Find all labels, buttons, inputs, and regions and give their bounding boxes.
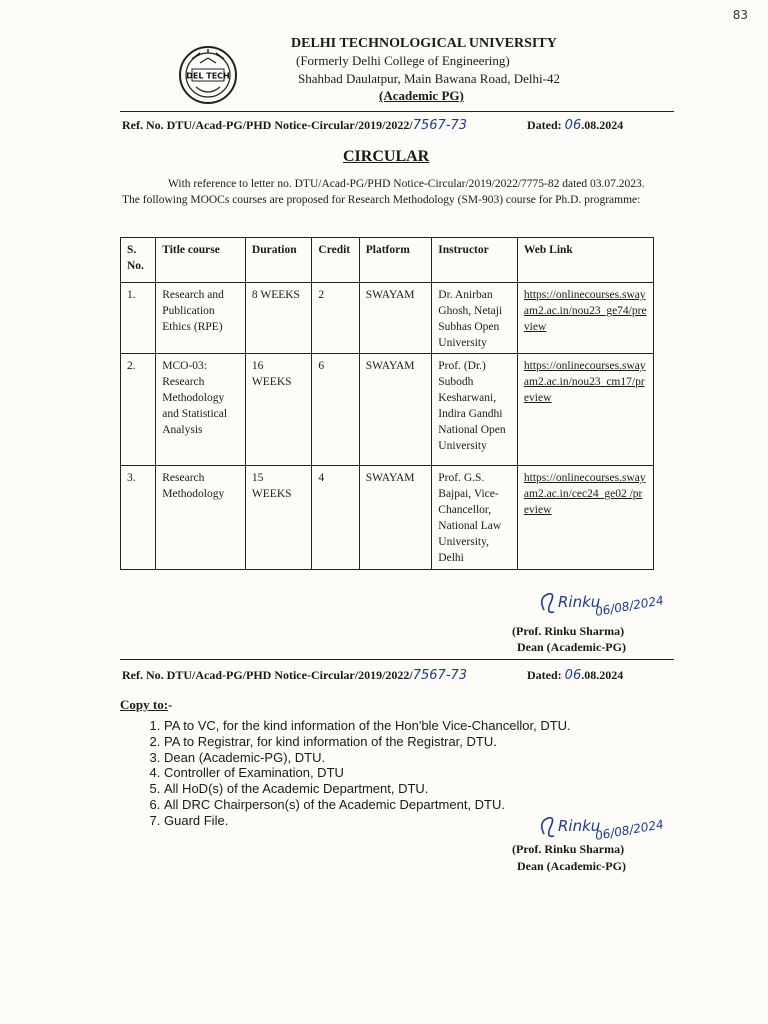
university-logo <box>178 45 238 105</box>
col-header-credit: Credit <box>312 238 359 283</box>
address: Shahbad Daulatpur, Main Bawana Road, Delhi-42 <box>298 71 560 86</box>
handwritten-signature-icon <box>536 804 686 846</box>
course-link[interactable]: https://onlinecourses.swayam2.ac.in/nou23_cm17/preview <box>523 360 646 404</box>
cell-web-link <box>517 283 653 354</box>
ref-number-handwritten: 7567-73 <box>412 118 468 133</box>
cell-sno: 3. <box>121 466 156 570</box>
letterhead <box>280 36 680 104</box>
copy-to-label: Copy to:- <box>120 697 173 712</box>
cell-instructor: Prof. (Dr.) Subodh Kesharwani, Indira Gandhi National Open University <box>432 354 518 466</box>
dated-label: Dated: <box>527 668 562 682</box>
cell-title: MCO-03: Research Methodology and Statistical Analysis <box>156 354 246 466</box>
logo-text: DEL TECH <box>186 71 230 81</box>
table-row <box>121 354 654 466</box>
col-header-instructor: Instructor <box>432 238 518 283</box>
course-link[interactable]: https://onlinecourses.swayam2.ac.in/nou23_ge74/preview <box>523 289 647 333</box>
table-row <box>121 283 654 354</box>
former-name: (Formerly Delhi College of Engineering) <box>296 53 510 68</box>
list-item: 7. Guard File. <box>164 813 684 829</box>
cell-sno: 1. <box>121 283 156 354</box>
cell-web-link <box>517 354 653 466</box>
dated-handwritten: 06 <box>564 118 582 133</box>
cell-credit: 4 <box>312 466 359 570</box>
list-item: 6. All DRC Chairperson(s) of the Academic Department, DTU. <box>164 797 684 813</box>
list-item: 5. All HoD(s) of the Academic Department, DTU. <box>164 781 684 797</box>
col-header-platform: Platform <box>359 238 432 283</box>
list-item: 2. PA to Registrar, for kind information of the Registrar, DTU. <box>164 734 684 750</box>
cell-title: Research and Publication Ethics (RPE) <box>156 283 246 354</box>
cell-duration: 8 WEEKS <box>245 283 311 354</box>
course-link[interactable]: https://onlinecourses.swayam2.ac.in/cec24_ge02 /preview <box>523 472 646 516</box>
col-header-sno: S. No. <box>121 238 156 283</box>
cell-instructor: Dr. Anirban Ghosh, Netaji Subhas Open University <box>432 283 518 354</box>
svg-text:06/08/2024: 06/08/2024 <box>594 817 665 843</box>
signatory-name: (Prof. Rinku Sharma) <box>512 624 625 638</box>
cell-web-link <box>517 466 653 570</box>
intro-paragraph: With reference to letter no. DTU/Acad-PG/PHD Notice-Circular/2019/2022/7775-82 dated 03.07.2023. The following MOOCs courses are proposed for Research Methodology (SM-903) course for Ph.D. programme: <box>122 178 645 206</box>
reference-line <box>122 668 672 683</box>
cell-duration: 16 WEEKS <box>245 354 311 466</box>
signatory-designation: Dean (Academic-PG) <box>517 859 626 873</box>
signature-2 <box>536 804 686 846</box>
signatory-name: (Prof. Rinku Sharma) <box>512 842 625 856</box>
cell-sno: 2. <box>121 354 156 466</box>
circular-title: CIRCULAR <box>343 148 430 165</box>
ref-number-prefix: Ref. No. DTU/Acad-PG/PHD Notice-Circular/2019/2022/ <box>122 668 413 682</box>
col-header-web-link: Web Link <box>517 238 653 283</box>
dated-suffix: .08.2024 <box>581 668 624 682</box>
col-header-duration: Duration <box>245 238 311 283</box>
signature-1 <box>536 580 686 622</box>
ref-number-prefix: Ref. No. DTU/Acad-PG/PHD Notice-Circular/2019/2022/ <box>122 118 413 132</box>
reference-line <box>122 118 672 133</box>
dated-label: Dated: <box>527 118 562 132</box>
header-divider <box>120 111 674 112</box>
cell-instructor: Prof. G.S. Bajpai, Vice-Chancellor, National Law University, Delhi <box>432 466 518 570</box>
svg-text:06/08/2024: 06/08/2024 <box>594 593 665 619</box>
table-header-row <box>121 238 654 283</box>
dated-handwritten: 06 <box>564 668 582 683</box>
date-field <box>527 118 623 133</box>
cell-credit: 6 <box>312 354 359 466</box>
list-item: 4. Controller of Examination, DTU <box>164 765 684 781</box>
cell-platform: SWAYAM <box>359 466 432 570</box>
section-divider <box>120 659 674 660</box>
cell-duration: 15 WEEKS <box>245 466 311 570</box>
handwritten-signature-icon <box>536 580 686 622</box>
cell-credit: 2 <box>312 283 359 354</box>
university-name: DELHI TECHNOLOGICAL UNIVERSITY <box>291 36 557 51</box>
svg-text:Rinku: Rinku <box>558 817 601 835</box>
ref-number-handwritten: 7567-73 <box>412 668 468 683</box>
department: (Academic PG) <box>379 88 464 103</box>
svg-text:Rinku: Rinku <box>558 593 601 611</box>
date-field <box>527 668 623 683</box>
dated-suffix: .08.2024 <box>581 118 624 132</box>
col-header-title: Title course <box>156 238 246 283</box>
cell-platform: SWAYAM <box>359 283 432 354</box>
courses-table <box>120 237 654 570</box>
table-row <box>121 466 654 570</box>
signatory-designation: Dean (Academic-PG) <box>517 640 626 654</box>
cell-platform: SWAYAM <box>359 354 432 466</box>
page-number: 83 <box>732 8 748 22</box>
list-item: 1. PA to VC, for the kind information of the Hon'ble Vice-Chancellor, DTU. <box>164 718 684 734</box>
list-item: 3. Dean (Academic-PG), DTU. <box>164 750 684 766</box>
cell-title: Research Methodology <box>156 466 246 570</box>
